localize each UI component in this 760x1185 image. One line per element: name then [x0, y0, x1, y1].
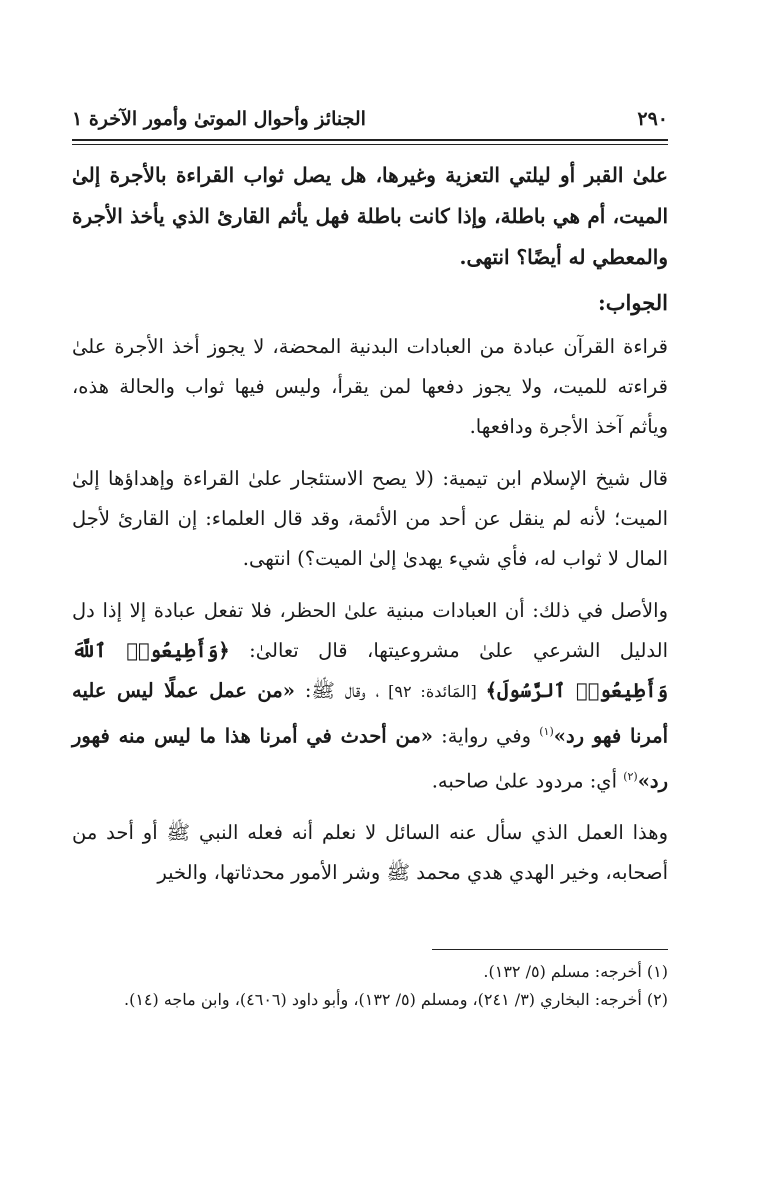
para3-text-4: أي: مردود علىٰ صاحبه. [431, 769, 624, 792]
footnote-1: (١) أخرجه: مسلم (٥/ ١٣٢). [483, 962, 668, 981]
page-body [72, 155, 668, 905]
para3-text-2: ، وقال ﷺ: [294, 679, 380, 702]
quran-verse: ﴿وَأَطِيعُوا۟ ٱللَّهَ وَأَطِيعُوا۟ ٱلرَّسُولَ﴾ [72, 639, 669, 702]
running-title: الجنائز وأحوال الموتىٰ وأمور الآخرة ١ [72, 108, 366, 130]
header-rule-thin [72, 144, 668, 145]
page-number: ٢٩٠ [637, 108, 668, 130]
footnotes [72, 958, 668, 1014]
hadith-2: «من أحدث في أمرنا هذا ما ليس منه فهور رد» [72, 724, 668, 792]
paragraph-4: وهذا العمل الذي سأل عنه السائل لا نعلم أنه فعله النبي ﷺ أو أحد من أصحابه، وخير الهدي هدي محمد ﷺ وشر الأمور محدثاتها، والخير [72, 821, 668, 884]
paragraph-3 [72, 591, 668, 801]
para3-text-1: والأصل في ذلك: أن العبادات مبنية علىٰ الحظر، فلا تفعل عبادة إلا إذا دل الدليل الشرعي علىٰ مشروعيتها، قال تعالىٰ: [72, 599, 668, 662]
footnote-ref-2[interactable]: (٢) [623, 769, 638, 783]
question-paragraph: علىٰ القبر أو ليلتي التعزية وغيرها، هل يصل ثواب القراءة بالأجرة إلىٰ الميت، أم هي باطلة، وإذا كانت باطلة فهل يأثم القارئ الذي يأخذ الأجرة والمعطي له أيضًا؟ انتهى. [72, 163, 668, 269]
verse-reference: [المَائدة: ٩٢] [379, 682, 486, 701]
answer-heading: الجواب: [598, 290, 668, 315]
paragraph-2: قال شيخ الإسلام ابن تيمية: (لا يصح الاستئجار علىٰ القراءة وإهداؤها إلىٰ الميت؛ لأنه لم ينقل عن أحد من الأئمة، وقد قال العلماء: إن القارئ لأجل المال لا ثواب له، فأي شيء يهدىٰ إلىٰ الميت؟) انتهى. [72, 467, 668, 570]
footnote-rule [432, 949, 668, 950]
footnote-2: (٢) أخرجه: البخاري (٣/ ٢٤١)، ومسلم (٥/ ١٣٢)، وأبو داود (٤٦٠٦)، وابن ماجه (١٤). [123, 990, 668, 1009]
para3-text-3: وفي رواية: [432, 724, 540, 748]
header-rule [72, 139, 668, 141]
hadith-1: «من عمل عملًا ليس عليه أمرنا فهو رد» [72, 679, 668, 748]
footnote-ref-1[interactable]: (١) [539, 725, 554, 738]
paragraph-1: قراءة القرآن عبادة من العبادات البدنية المحضة، لا يجوز أخذ الأجرة علىٰ قراءته للميت، ولا يجوز دفعها لمن يقرأ، وليس فيها ثواب والحالة هذه، ويأثم آخذ الأجرة ودافعها. [72, 335, 668, 438]
page-header [72, 104, 668, 134]
